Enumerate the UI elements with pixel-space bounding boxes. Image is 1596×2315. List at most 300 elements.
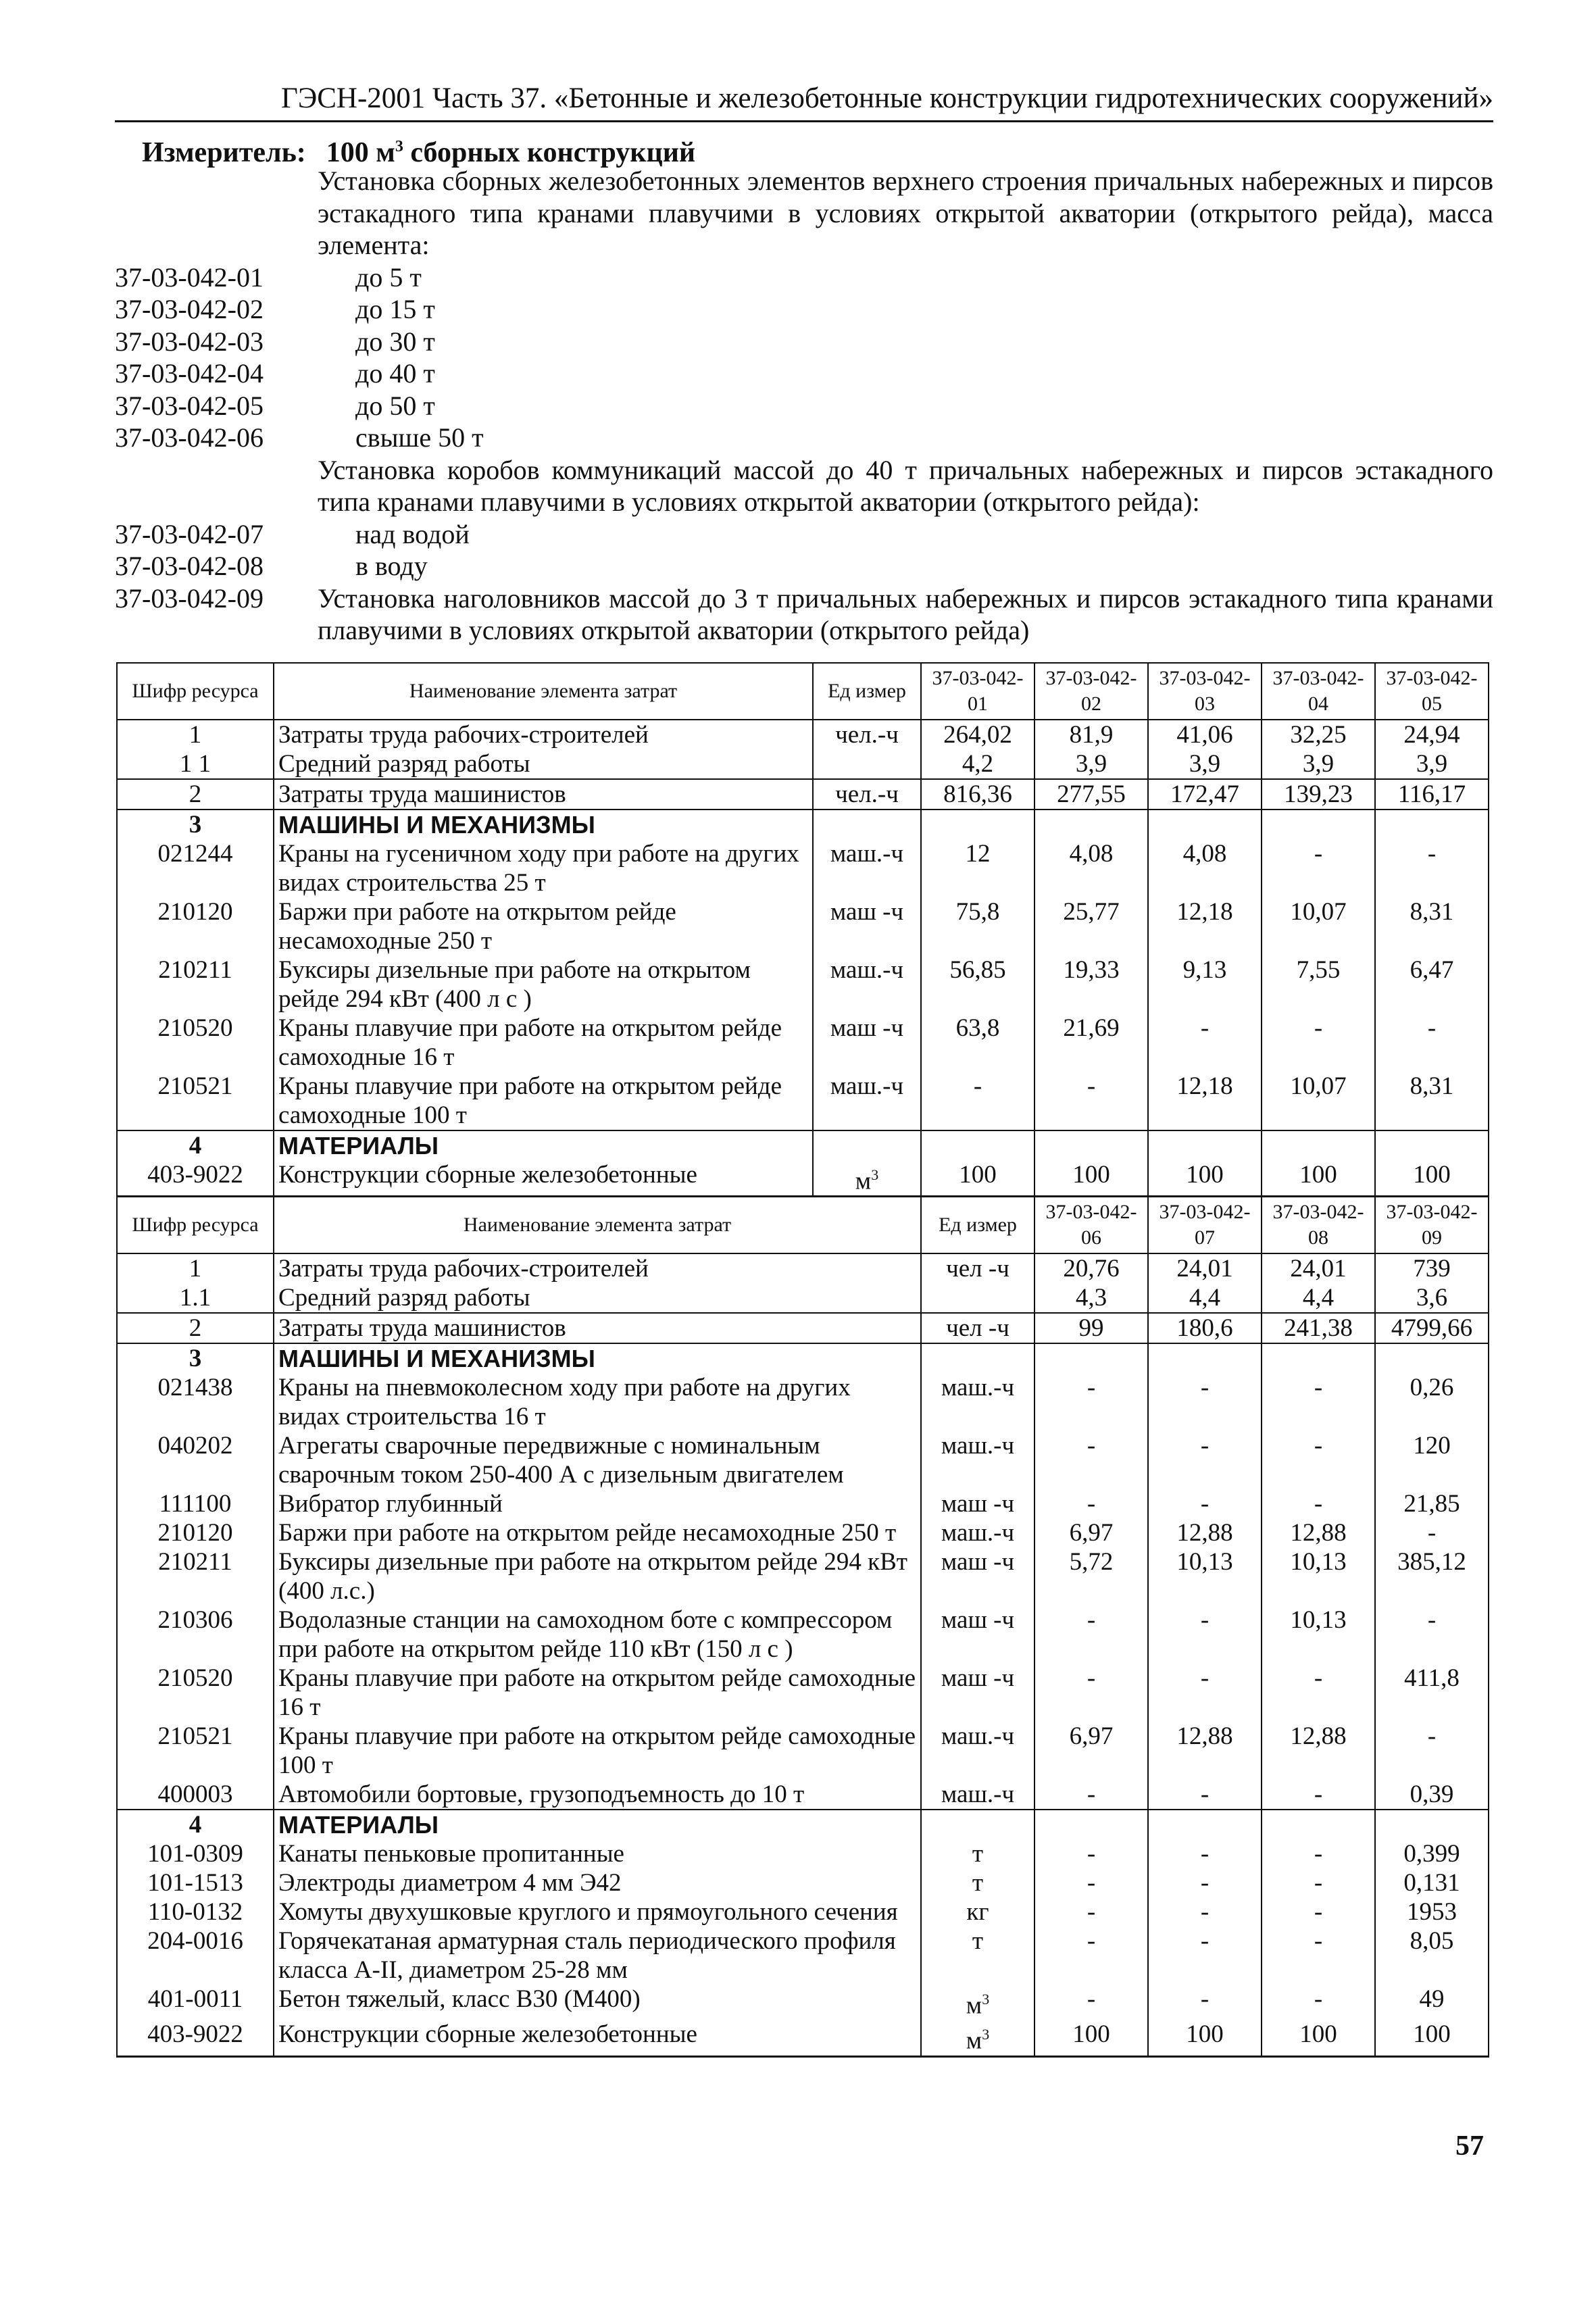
resource-name: Конструкции сборные железобетонные [274,1160,813,1197]
resource-name: Конструкции сборные железобетонные [274,2020,921,2056]
norm-value: 0,131 [1375,1868,1489,1897]
norm-value: - [1375,1605,1489,1664]
unit-cell [813,720,921,749]
norm-value: 4,08 [1034,839,1148,897]
table-row [117,955,1489,1014]
resource-code: 111100 [117,1489,274,1518]
unit-cell [813,897,921,955]
unit: маш.-ч [830,840,904,868]
norm-value: 0,399 [1375,1839,1489,1868]
unit-cell [921,1722,1034,1780]
norm-value: - [1262,1014,1375,1072]
norm-value: - [1034,1780,1148,1810]
unit-cell [921,1868,1034,1897]
table-row [117,1868,1489,1897]
table-row [117,1014,1489,1072]
unit: м [966,1991,982,2020]
section-row [117,1343,1489,1373]
table-row [117,1780,1489,1810]
work-description [115,165,1493,647]
unit: маш.-ч [941,1374,1015,1401]
resource-code: 101-1513 [117,1868,274,1897]
norm-value: 1953 [1375,1897,1489,1926]
work-item: 37-03-042-08 в воду [115,551,428,581]
norm-value: 100 [1034,2020,1148,2056]
resource-code: 401-0011 [117,1985,274,2020]
resource-code: 110-0132 [117,1897,274,1926]
resource-name: Баржи при работе на открытом рейде несамоходные 250 т [274,1518,921,1547]
norm-value: 241,38 [1262,1313,1375,1343]
unit-cell [813,1130,921,1160]
norm-value [1262,1810,1375,1839]
norm-value [1262,1343,1375,1373]
unit: маш -ч [830,1014,904,1042]
work-item: 37-03-042-04 до 40 т [115,358,435,389]
resource-code: 2 [117,1313,274,1343]
norm-value: 385,12 [1375,1547,1489,1605]
norm-value: 10,13 [1262,1547,1375,1605]
col-header-norm: 37-03-042-06 [1034,1197,1148,1253]
norm-value [921,1130,1034,1160]
unit: маш -ч [941,1490,1015,1518]
norm-value: - [1148,1373,1262,1431]
norm-value: 100 [1148,2020,1262,2056]
unit: маш.-ч [941,1432,1015,1460]
unit: чел -ч [946,1255,1009,1283]
unit-cell [813,955,921,1014]
norm-value: 5,72 [1034,1547,1148,1605]
norm-value [1375,1130,1489,1160]
unit-cell [813,1072,921,1130]
norm-value [1375,1343,1489,1373]
norm-value: 4799,66 [1375,1313,1489,1343]
norm-value: - [1148,1780,1262,1810]
col-header-norm: 37-03-042-08 [1262,1197,1375,1253]
measure-value: 100 м [326,137,395,168]
work-item: 37-03-042-02 до 15 т [115,294,435,324]
norm-value: - [1375,1518,1489,1547]
norm-value [1148,810,1262,839]
norm-value: 12,88 [1262,1722,1375,1780]
unit: маш.-ч [941,1781,1015,1808]
table-row [117,1431,1489,1489]
unit-cell [921,1664,1034,1722]
norm-value: - [1148,1839,1262,1868]
norm-value: 25,77 [1034,897,1148,955]
norm-value: - [1262,1431,1375,1489]
norm-value [921,810,1034,839]
table-row [117,749,1489,779]
unit-sup: 3 [871,1166,879,1183]
norm-value: 3,9 [1148,749,1262,779]
group-heading: Установка коробов коммуникаций массой до 40 т причальных набережных и пирсов эстакадного типа кранами плавучими в условиях открытой акватории (открытого рейда): [318,454,1493,517]
norm-value: 3,9 [1034,749,1148,779]
norm-value [1148,1130,1262,1160]
norm-value: - [921,1072,1034,1130]
resource-name: МАШИНЫ И МЕХАНИЗМЫ [274,1343,921,1373]
norm-value [1262,1130,1375,1160]
table-row [117,897,1489,955]
resource-code: 400003 [117,1780,274,1810]
norm-value: - [1262,1489,1375,1518]
section-row [117,1810,1489,1839]
norm-value: 0,39 [1375,1780,1489,1810]
norm-value: 4,4 [1148,1283,1262,1313]
unit: т [972,1869,984,1897]
norm-value: 12,88 [1262,1518,1375,1547]
norm-value: - [1262,1373,1375,1431]
norm-value: 120 [1375,1431,1489,1489]
resource-name: Краны на пневмоколесном ходу при работе на других видах строительства 16 т [274,1373,921,1431]
resource-code: 101-0309 [117,1839,274,1868]
norm-value: - [1148,1897,1262,1926]
work-item: 37-03-042-07 над водой [115,518,470,549]
table-row [117,1897,1489,1926]
norm-value [1375,810,1489,839]
table-row [117,1253,1489,1283]
unit-cell [921,1780,1034,1810]
resource-name: Краны плавучие при работе на открытом рейде самоходные 16 т [274,1664,921,1722]
norm-value: - [1034,1072,1148,1130]
unit: м [966,2026,982,2055]
norm-value: - [1262,1897,1375,1926]
measure-value-rest: сборных конструкций [403,137,696,168]
unit: чел -ч [946,1314,1009,1342]
norm-value [1148,1810,1262,1839]
resource-code: 4 [117,1810,274,1839]
norm-value: 56,85 [921,955,1034,1014]
unit: маш -ч [941,1548,1015,1576]
resource-code: 1 1 [117,749,274,779]
norm-value [1034,1130,1148,1160]
resource-name: Затраты труда рабочих-строителей [274,1253,921,1283]
norm-value: 3,9 [1262,749,1375,779]
resource-name: Краны плавучие при работе на открытом рейде самоходные 16 т [274,1014,813,1072]
norm-value: 100 [921,1160,1034,1197]
unit-cell [921,1373,1034,1431]
norm-value: 4,2 [921,749,1034,779]
norm-value: 12,18 [1148,897,1262,955]
resource-name: Затраты труда рабочих-строителей [274,720,813,749]
col-header-unit: Ед измер [921,1197,1034,1253]
table-row [117,1605,1489,1664]
norm-value [1034,1343,1148,1373]
norm-value: 180,6 [1148,1313,1262,1343]
norm-value: - [1262,1664,1375,1722]
norm-value: 3,9 [1375,749,1489,779]
norm-value: 32,25 [1262,720,1375,749]
work-item: 37-03-042-05 до 50 т [115,390,435,421]
unit-cell [921,1897,1034,1926]
norm-value [1262,810,1375,839]
unit-cell [813,749,921,779]
resource-code: 210520 [117,1014,274,1072]
resource-name: Буксиры дизельные при работе на открытом рейде 294 кВт (400 л с ) [274,955,813,1014]
norm-value: - [1034,1373,1148,1431]
norm-value: - [1375,1014,1489,1072]
unit: кг [966,1898,989,1926]
norm-value: - [1148,1926,1262,1985]
resource-code: 4 [117,1130,274,1160]
table-row [117,1489,1489,1518]
norm-value: 100 [1034,1160,1148,1197]
resource-name: Краны на гусеничном ходу при работе на других видах строительства 25 т [274,839,813,897]
unit-cell [921,2020,1034,2056]
norm-value: 12,88 [1148,1722,1262,1780]
resource-name: Средний разряд работы [274,749,813,779]
table-row [117,720,1489,749]
work-item: 37-03-042-01 до 5 т [115,262,422,293]
col-header-norm: 37-03-042-04 [1262,663,1375,720]
unit-cell [813,839,921,897]
resource-name: МАТЕРИАЛЫ [274,1130,813,1160]
norm-value: 6,97 [1034,1518,1148,1547]
norm-value: - [1034,1985,1148,2020]
unit-cell [921,1926,1034,1985]
resource-name: МАШИНЫ И МЕХАНИЗМЫ [274,810,813,839]
norm-value: 10,07 [1262,897,1375,955]
resource-code: 1.1 [117,1283,274,1313]
norm-value: - [1148,1985,1262,2020]
norm-value: 20,76 [1034,1253,1148,1283]
resource-code: 040202 [117,1431,274,1489]
norm-value: 100 [1148,1160,1262,1197]
resource-name: Затраты труда машинистов [274,1313,921,1343]
norm-value: 63,8 [921,1014,1034,1072]
resource-code: 2 [117,779,274,810]
resource-code: 210520 [117,1664,274,1722]
norm-value: 41,06 [1148,720,1262,749]
norm-value: 100 [1375,1160,1489,1197]
table-row [117,1283,1489,1313]
norm-value: - [1262,1985,1375,2020]
unit: маш.-ч [830,1072,904,1100]
col-header-norm: 37-03-042-01 [921,663,1034,720]
resource-name: Водолазные станции на самоходном боте с компрессором при работе на открытом рейде 110 кВт (150 л с ) [274,1605,921,1664]
norm-value: - [1262,1839,1375,1868]
norm-value: 8,05 [1375,1926,1489,1985]
unit: маш.-ч [941,1519,1015,1547]
norm-value: 75,8 [921,897,1034,955]
unit-cell [921,1343,1034,1373]
resource-table-1 [116,662,1489,1197]
resource-name: Краны плавучие при работе на открытом рейде самоходные 100 т [274,1722,921,1780]
col-header-norm: 37-03-042-07 [1148,1197,1262,1253]
work-item: 37-03-042-03 до 30 т [115,326,435,357]
unit-sup: 3 [982,2026,990,2043]
norm-value: - [1034,1431,1148,1489]
norm-value [1148,1343,1262,1373]
resource-code: 403-9022 [117,1160,274,1197]
norm-value: 21,85 [1375,1489,1489,1518]
norm-value: - [1034,1839,1148,1868]
norm-value: - [1034,1605,1148,1664]
norm-value: 81,9 [1034,720,1148,749]
work-item: 37-03-042-09 Установка наголовников массой до 3 т причальных набережных и пирсов эстакадного типа кранами плавучими в условиях открытой акватории (открытого рейда) [115,582,1493,645]
resource-code: 210521 [117,1722,274,1780]
resource-code: 403-9022 [117,2020,274,2056]
norm-value [1034,810,1148,839]
resource-code: 210521 [117,1072,274,1130]
measure-value-sup: 3 [395,138,403,155]
unit-cell [921,1810,1034,1839]
norm-value: 7,55 [1262,955,1375,1014]
norm-value: 172,47 [1148,779,1262,810]
norm-value: - [1262,839,1375,897]
norm-value: - [1262,1926,1375,1985]
table-row [117,2020,1489,2056]
norm-value: 12 [921,839,1034,897]
norm-value: 816,36 [921,779,1034,810]
norm-value: 100 [1262,1160,1375,1197]
resource-code: 3 [117,810,274,839]
resource-table-2 [116,1196,1489,2058]
table-row [117,1664,1489,1722]
norm-value: 0,26 [1375,1373,1489,1431]
norm-value: 9,13 [1148,955,1262,1014]
norm-value: 4,08 [1148,839,1262,897]
unit-cell [921,1431,1034,1489]
norm-value: 10,07 [1262,1072,1375,1130]
resource-code: 210211 [117,955,274,1014]
norm-value: - [1148,1605,1262,1664]
resource-name: Средний разряд работы [274,1283,921,1313]
norm-value: 4,4 [1262,1283,1375,1313]
norm-value: 100 [1375,2020,1489,2056]
norm-value: 277,55 [1034,779,1148,810]
norm-value: 8,31 [1375,1072,1489,1130]
norm-value: 10,13 [1262,1605,1375,1664]
resource-name: Канаты пеньковые пропитанные [274,1839,921,1868]
norm-value: 19,33 [1034,955,1148,1014]
norm-value: - [1262,1868,1375,1897]
resource-name: Краны плавучие при работе на открытом рейде самоходные 100 т [274,1072,813,1130]
norm-value: 116,17 [1375,779,1489,810]
unit-sup: 3 [982,1991,990,2008]
unit-cell [921,1283,1034,1313]
table-row [117,1839,1489,1868]
norm-value: 24,01 [1262,1253,1375,1283]
table-row [117,1072,1489,1130]
unit: маш.-ч [941,1722,1015,1750]
norm-value: - [1375,839,1489,897]
page-number: 57 [1455,2131,1484,2162]
resource-name: Агрегаты сварочные передвижные с номинальным сварочным током 250-400 А с дизельным двигателем [274,1431,921,1489]
resource-code: 021244 [117,839,274,897]
norm-value: - [1148,1014,1262,1072]
norm-value: 24,01 [1148,1253,1262,1283]
work-item: 37-03-042-06 свыше 50 т [115,422,484,453]
table-row [117,1160,1489,1197]
unit: маш -ч [941,1664,1015,1692]
col-header-name: Наименование элемента затрат [274,663,813,720]
norm-value: 8,31 [1375,897,1489,955]
norm-value: - [1148,1489,1262,1518]
table-row [117,1926,1489,1985]
norm-value [1034,1810,1148,1839]
norm-value: - [1262,1780,1375,1810]
unit: маш -ч [830,898,904,926]
table-header-row [117,663,1489,720]
norm-value: - [1148,1868,1262,1897]
norm-value: 4,3 [1034,1283,1148,1313]
unit-cell [921,1253,1034,1283]
resource-code: 1 [117,720,274,749]
table-row [117,1518,1489,1547]
norm-value: - [1375,1722,1489,1780]
col-header-norm: 37-03-042-09 [1375,1197,1489,1253]
table-row [117,1985,1489,2020]
section-row [117,810,1489,839]
unit-cell [813,810,921,839]
resource-code: 210120 [117,1518,274,1547]
table-row [117,779,1489,810]
col-header-norm: 37-03-042-05 [1375,663,1489,720]
unit-cell [813,1160,921,1197]
norm-value: 139,23 [1262,779,1375,810]
col-header-name: Наименование элемента затрат [274,1197,921,1253]
norm-value: 411,8 [1375,1664,1489,1722]
resource-code: 210211 [117,1547,274,1605]
unit-cell [921,1547,1034,1605]
col-header-norm: 37-03-042-02 [1034,663,1148,720]
table-row [117,1313,1489,1343]
norm-value: 12,88 [1148,1518,1262,1547]
resource-name: Хомуты двухушковые круглого и прямоугольного сечения [274,1897,921,1926]
norm-value: - [1034,1868,1148,1897]
norm-value [1375,1810,1489,1839]
unit-cell [921,1489,1034,1518]
col-header-norm: 37-03-042-03 [1148,663,1262,720]
resource-code: 210306 [117,1605,274,1664]
resource-code: 210120 [117,897,274,955]
unit: чел.-ч [835,780,899,808]
norm-value: 6,97 [1034,1722,1148,1780]
resource-name: Горячекатаная арматурная сталь периодического профиля класса А-II, диаметром 25-28 мм [274,1926,921,1985]
table-header-row [117,1197,1489,1253]
section-row [117,1130,1489,1160]
norm-value: 21,69 [1034,1014,1148,1072]
unit-cell [921,1313,1034,1343]
norm-value: - [1034,1926,1148,1985]
resource-name: Буксиры дизельные при работе на открытом рейде 294 кВт (400 л.с.) [274,1547,921,1605]
col-header-code: Шифр ресурса [117,1197,274,1253]
group-heading: Установка сборных железобетонных элементов верхнего строения причальных набережных и пирсов эстакадного типа кранами плавучими в условиях открытой акватории (открытого рейда), масса элемента: [318,166,1493,260]
resource-name: Автомобили бортовые, грузоподъемность до 10 т [274,1780,921,1810]
table-row [117,1722,1489,1780]
norm-value: 100 [1262,2020,1375,2056]
norm-value: - [1034,1489,1148,1518]
resource-name: Затраты труда машинистов [274,779,813,810]
norm-value: 739 [1375,1253,1489,1283]
unit: т [972,1927,984,1955]
norm-value: 264,02 [921,720,1034,749]
resource-name: МАТЕРИАЛЫ [274,1810,921,1839]
norm-value: 6,47 [1375,955,1489,1014]
unit: т [972,1840,984,1868]
norm-value: 24,94 [1375,720,1489,749]
table-row [117,1547,1489,1605]
col-header-code: Шифр ресурса [117,663,274,720]
norm-value: - [1034,1897,1148,1926]
unit-cell [813,779,921,810]
table-row [117,839,1489,897]
unit-cell [921,1518,1034,1547]
unit-cell [921,1839,1034,1868]
norm-value: 10,13 [1148,1547,1262,1605]
unit-cell [921,1985,1034,2020]
col-header-unit: Ед измер [813,663,921,720]
